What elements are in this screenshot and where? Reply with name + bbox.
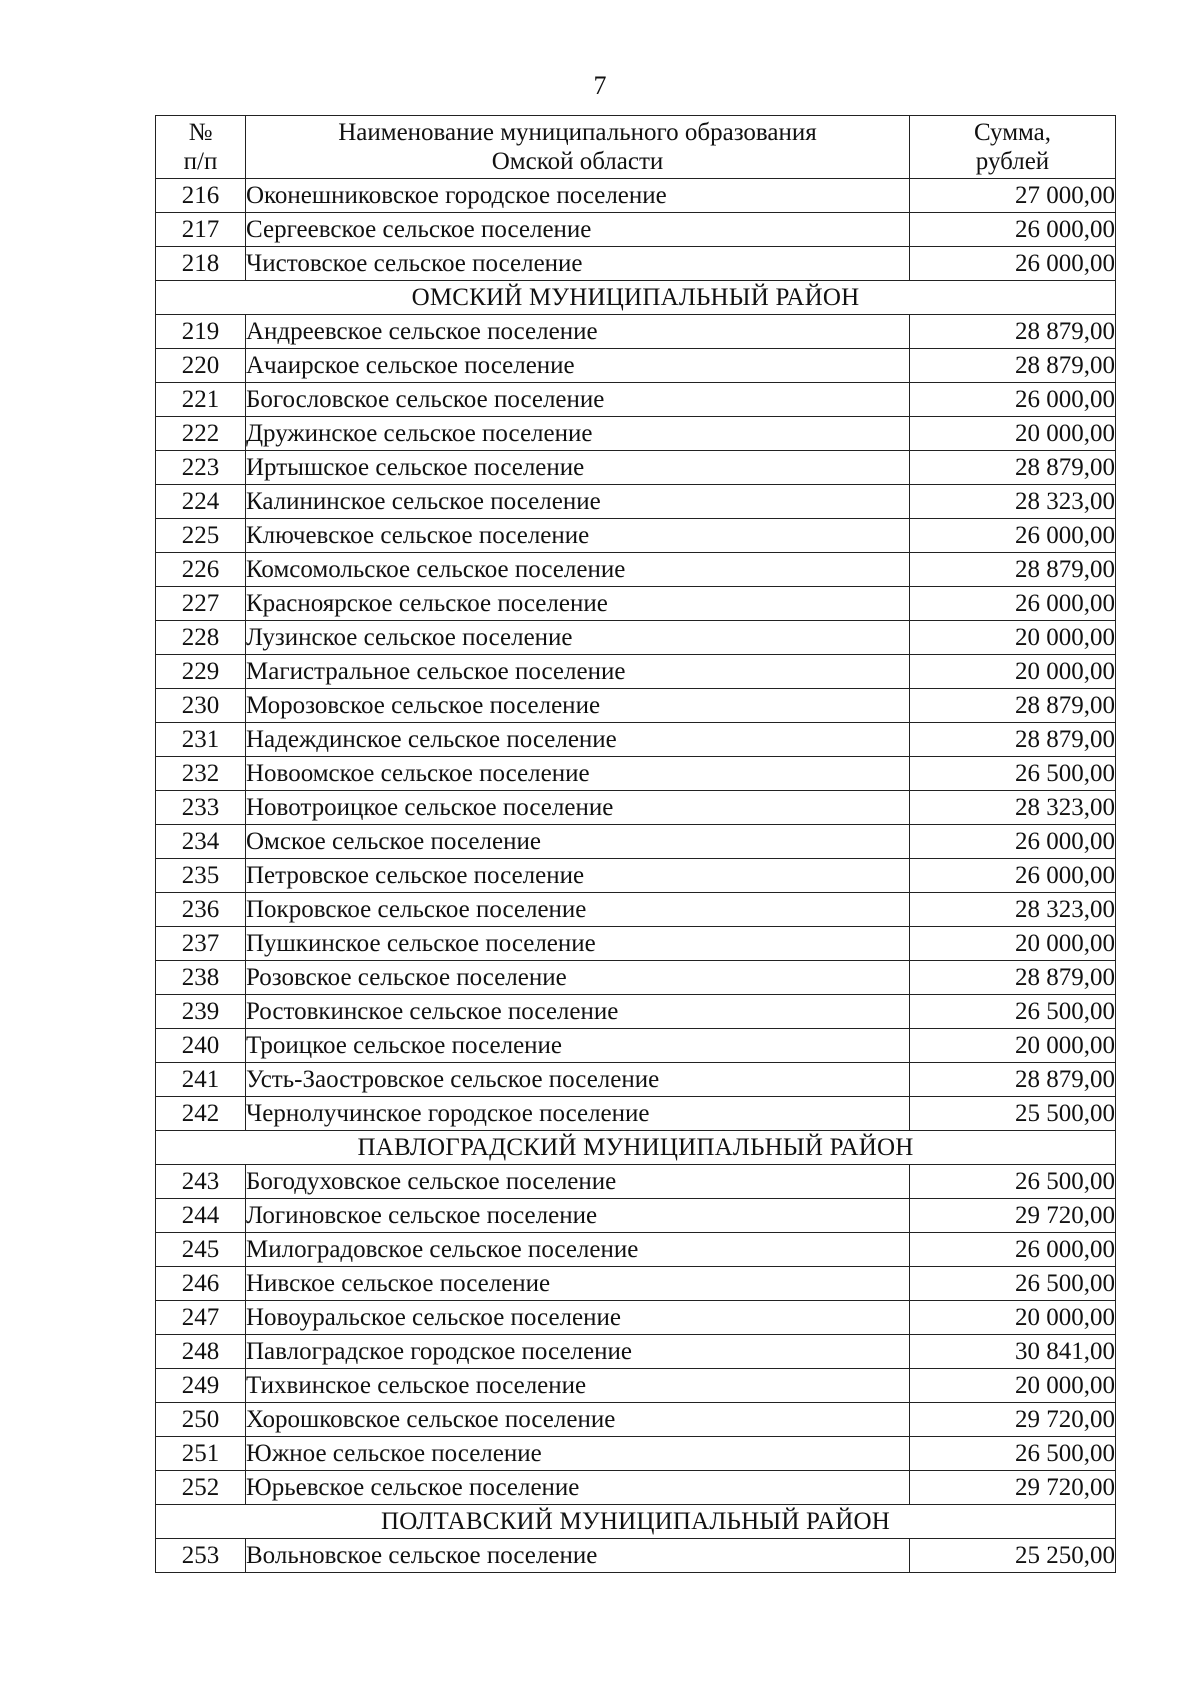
table-row [156,1539,1116,1573]
table-row [156,451,1116,485]
table-row [156,247,1116,281]
section-row [156,1131,1116,1165]
row-number: 239 [156,995,246,1029]
row-number: 228 [156,621,246,655]
amount-rubles: 26 500,00 [910,1165,1116,1199]
table-row [156,1471,1116,1505]
row-number: 238 [156,961,246,995]
municipality-name: Покровское сельское поселение [246,893,910,927]
row-number: 216 [156,179,246,213]
table-row [156,1029,1116,1063]
municipality-name: Юрьевское сельское поселение [246,1471,910,1505]
row-number: 220 [156,349,246,383]
amount-rubles: 27 000,00 [910,179,1116,213]
table-row [156,383,1116,417]
table-row [156,1335,1116,1369]
municipality-name: Калининское сельское поселение [246,485,910,519]
amount-rubles: 28 879,00 [910,1063,1116,1097]
row-number: 218 [156,247,246,281]
row-number: 243 [156,1165,246,1199]
municipality-name: Чистовское сельское поселение [246,247,910,281]
row-number: 224 [156,485,246,519]
row-number: 246 [156,1267,246,1301]
header-num-line-2: п/п [183,148,218,175]
table-row [156,1403,1116,1437]
table-row [156,349,1116,383]
amount-rubles: 20 000,00 [910,1029,1116,1063]
amount-rubles: 20 000,00 [910,621,1116,655]
row-number: 231 [156,723,246,757]
row-number: 229 [156,655,246,689]
amount-rubles: 29 720,00 [910,1403,1116,1437]
amount-rubles: 28 323,00 [910,485,1116,519]
row-number: 249 [156,1369,246,1403]
amount-rubles: 26 000,00 [910,519,1116,553]
amount-rubles: 26 000,00 [910,383,1116,417]
municipality-name: Комсомольское сельское поселение [246,553,910,587]
municipality-name: Тихвинское сельское поселение [246,1369,910,1403]
row-number: 236 [156,893,246,927]
table-row [156,689,1116,723]
municipality-name: Оконешниковское городское поселение [246,179,910,213]
amount-rubles: 28 879,00 [910,349,1116,383]
municipality-name: Чернолучинское городское поселение [246,1097,910,1131]
row-number: 219 [156,315,246,349]
table-row [156,791,1116,825]
table-row [156,893,1116,927]
amount-rubles: 26 000,00 [910,213,1116,247]
municipality-name: Южное сельское поселение [246,1437,910,1471]
amount-rubles: 28 879,00 [910,689,1116,723]
section-row [156,1505,1116,1539]
amount-rubles: 26 500,00 [910,995,1116,1029]
table-row [156,621,1116,655]
municipality-name: Магистральное сельское поселение [246,655,910,689]
municipality-name: Ростовкинское сельское поселение [246,995,910,1029]
amount-rubles: 26 000,00 [910,859,1116,893]
table-row [156,757,1116,791]
row-number: 232 [156,757,246,791]
amount-rubles: 28 879,00 [910,451,1116,485]
municipality-name: Морозовское сельское поселение [246,689,910,723]
municipality-name: Омское сельское поселение [246,825,910,859]
amount-rubles: 20 000,00 [910,927,1116,961]
table-row [156,1301,1116,1335]
amount-rubles: 26 000,00 [910,1233,1116,1267]
row-number: 222 [156,417,246,451]
header-row [156,116,1116,179]
amount-rubles: 20 000,00 [910,1301,1116,1335]
amount-rubles: 20 000,00 [910,1369,1116,1403]
header-sum-line-1: Сумма, [973,119,1052,146]
amount-rubles: 28 323,00 [910,893,1116,927]
amount-rubles: 20 000,00 [910,655,1116,689]
amount-rubles: 30 841,00 [910,1335,1116,1369]
municipality-name: Надеждинское сельское поселение [246,723,910,757]
amount-rubles: 20 000,00 [910,417,1116,451]
table-row [156,1199,1116,1233]
row-number: 226 [156,553,246,587]
table-row [156,655,1116,689]
municipality-name: Павлоградское городское поселение [246,1335,910,1369]
table-row [156,961,1116,995]
row-number: 227 [156,587,246,621]
municipality-name: Нивское сельское поселение [246,1267,910,1301]
row-number: 253 [156,1539,246,1573]
municipality-name: Усть-Заостровское сельское поселение [246,1063,910,1097]
row-number: 217 [156,213,246,247]
row-number: 225 [156,519,246,553]
page-number: 7 [593,71,607,100]
amount-rubles: 29 720,00 [910,1471,1116,1505]
municipality-name: Ачаирское сельское поселение [246,349,910,383]
header-name [246,116,910,179]
table-row [156,1063,1116,1097]
row-number: 252 [156,1471,246,1505]
row-number: 242 [156,1097,246,1131]
table-row [156,1097,1116,1131]
row-number: 248 [156,1335,246,1369]
section-row [156,281,1116,315]
header-sum-line-2: рублей [975,148,1050,175]
table-row [156,995,1116,1029]
municipality-name: Вольновское сельское поселение [246,1539,910,1573]
table-row [156,1267,1116,1301]
municipality-name: Петровское сельское поселение [246,859,910,893]
municipality-name: Андреевское сельское поселение [246,315,910,349]
row-number: 235 [156,859,246,893]
municipality-name: Логиновское сельское поселение [246,1199,910,1233]
municipality-name: Дружинское сельское поселение [246,417,910,451]
table-body [156,179,1116,1573]
table-header [156,116,1116,179]
table-row [156,723,1116,757]
row-number: 250 [156,1403,246,1437]
row-number: 240 [156,1029,246,1063]
table-row [156,587,1116,621]
row-number: 245 [156,1233,246,1267]
amount-rubles: 28 879,00 [910,553,1116,587]
header-num [156,116,246,179]
municipality-name: Пушкинское сельское поселение [246,927,910,961]
amount-rubles: 26 500,00 [910,1437,1116,1471]
table-row [156,1165,1116,1199]
amount-rubles: 25 500,00 [910,1097,1116,1131]
municipality-name: Богодуховское сельское поселение [246,1165,910,1199]
amount-rubles: 25 250,00 [910,1539,1116,1573]
municipality-name: Лузинское сельское поселение [246,621,910,655]
municipality-name: Новоомское сельское поселение [246,757,910,791]
row-number: 221 [156,383,246,417]
amount-rubles: 29 720,00 [910,1199,1116,1233]
amount-rubles: 26 000,00 [910,825,1116,859]
allocation-table [155,115,1116,1573]
district-heading: ПАВЛОГРАДСКИЙ МУНИЦИПАЛЬНЫЙ РАЙОН [156,1131,1116,1165]
row-number: 247 [156,1301,246,1335]
row-number: 230 [156,689,246,723]
municipality-name: Милоградовское сельское поселение [246,1233,910,1267]
table-row [156,859,1116,893]
table-row [156,315,1116,349]
row-number: 251 [156,1437,246,1471]
row-number: 234 [156,825,246,859]
amount-rubles: 26 000,00 [910,587,1116,621]
municipality-name: Новотроицкое сельское поселение [246,791,910,825]
table-row [156,179,1116,213]
row-number: 244 [156,1199,246,1233]
table-row [156,519,1116,553]
municipality-name: Богословское сельское поселение [246,383,910,417]
amount-rubles: 28 879,00 [910,723,1116,757]
table-row [156,417,1116,451]
amount-rubles: 28 879,00 [910,315,1116,349]
row-number: 233 [156,791,246,825]
municipality-name: Новоуральское сельское поселение [246,1301,910,1335]
row-number: 241 [156,1063,246,1097]
table-row [156,213,1116,247]
header-name-line-1: Наименование муниципального образования [338,119,817,146]
district-heading: ПОЛТАВСКИЙ МУНИЦИПАЛЬНЫЙ РАЙОН [156,1505,1116,1539]
municipality-name: Хорошковское сельское поселение [246,1403,910,1437]
header-name-line-2: Омской области [491,148,664,175]
table-row [156,825,1116,859]
table-row [156,1437,1116,1471]
table-row [156,1233,1116,1267]
amount-rubles: 28 323,00 [910,791,1116,825]
municipality-name: Розовское сельское поселение [246,961,910,995]
amount-rubles: 28 879,00 [910,961,1116,995]
district-heading: ОМСКИЙ МУНИЦИПАЛЬНЫЙ РАЙОН [156,281,1116,315]
municipality-name: Троицкое сельское поселение [246,1029,910,1063]
amount-rubles: 26 000,00 [910,247,1116,281]
municipality-name: Иртышское сельское поселение [246,451,910,485]
table-row [156,1369,1116,1403]
municipality-name: Сергеевское сельское поселение [246,213,910,247]
municipality-name: Красноярское сельское поселение [246,587,910,621]
header-num-line-1: № [188,119,213,146]
row-number: 223 [156,451,246,485]
table-row [156,927,1116,961]
amount-rubles: 26 500,00 [910,1267,1116,1301]
municipality-name: Ключевское сельское поселение [246,519,910,553]
amount-rubles: 26 500,00 [910,757,1116,791]
header-sum [910,116,1116,179]
row-number: 237 [156,927,246,961]
table-row [156,553,1116,587]
table-row [156,485,1116,519]
